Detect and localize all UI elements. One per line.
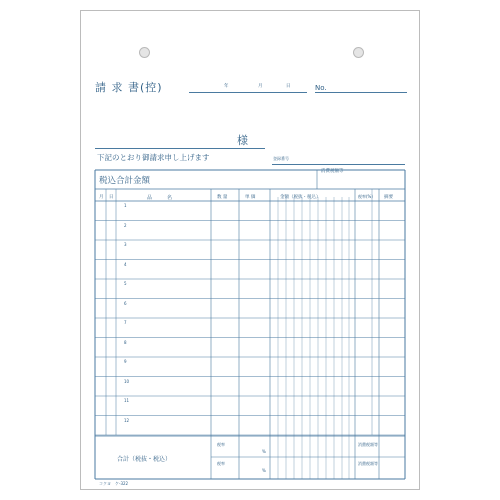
invoice-grid: [81, 11, 421, 491]
footer-tax-rate-label-1: 税率: [217, 442, 225, 447]
col-tax-rate: 税率(%): [358, 194, 373, 199]
invoice-number-label: No.: [315, 84, 327, 92]
footer-percent-2: %: [262, 468, 266, 473]
row-number: 3: [124, 242, 127, 247]
col-month: 月: [99, 195, 104, 200]
invoice-sheet: [80, 10, 420, 490]
row-number: 2: [124, 222, 127, 228]
date-month-label: 月: [258, 84, 263, 89]
row-number: 11: [124, 398, 130, 403]
col-unit-price: 単 価: [245, 195, 256, 200]
col-day: 日: [109, 195, 114, 200]
col-item-name: 品 名: [147, 195, 173, 201]
footer-tax-amount-label-1: 消費税額等: [358, 442, 378, 447]
tax-amount-label: 消費税額等: [321, 169, 344, 174]
row-number: 1: [124, 203, 127, 208]
footer-tax-rate-label-2: 税率: [217, 461, 225, 466]
row-number: 7: [124, 320, 127, 325]
footer-tax-amount-label-2: 消費税額等: [358, 461, 378, 466]
row-number: 6: [124, 300, 127, 306]
row-number: 10: [124, 378, 130, 384]
registration-number-label: 登録番号: [273, 156, 289, 161]
total-with-tax-label: 税込合計金額: [99, 176, 151, 186]
col-quantity: 数 量: [217, 195, 228, 200]
invoice-title: 請 求 書(控): [95, 81, 163, 94]
date-year-label: 年: [224, 84, 229, 89]
footer-total-label: 合計（税抜・税込）: [117, 456, 172, 463]
row-number: 8: [124, 339, 127, 345]
billing-message: 下記のとおり御請求申し上げます: [97, 153, 210, 162]
brand-code: コクヨ ケ-322: [99, 481, 129, 486]
row-number: 12: [124, 417, 130, 423]
footer-percent-1: %: [262, 449, 266, 454]
col-amount: 金額（税抜・税込）: [280, 195, 321, 200]
row-number: 5: [124, 281, 127, 286]
date-day-label: 日: [286, 84, 291, 89]
row-number: 4: [124, 261, 127, 267]
col-remarks: 摘要: [384, 195, 393, 200]
row-number: 9: [124, 359, 127, 364]
addressee-honorific: 様: [237, 134, 248, 147]
